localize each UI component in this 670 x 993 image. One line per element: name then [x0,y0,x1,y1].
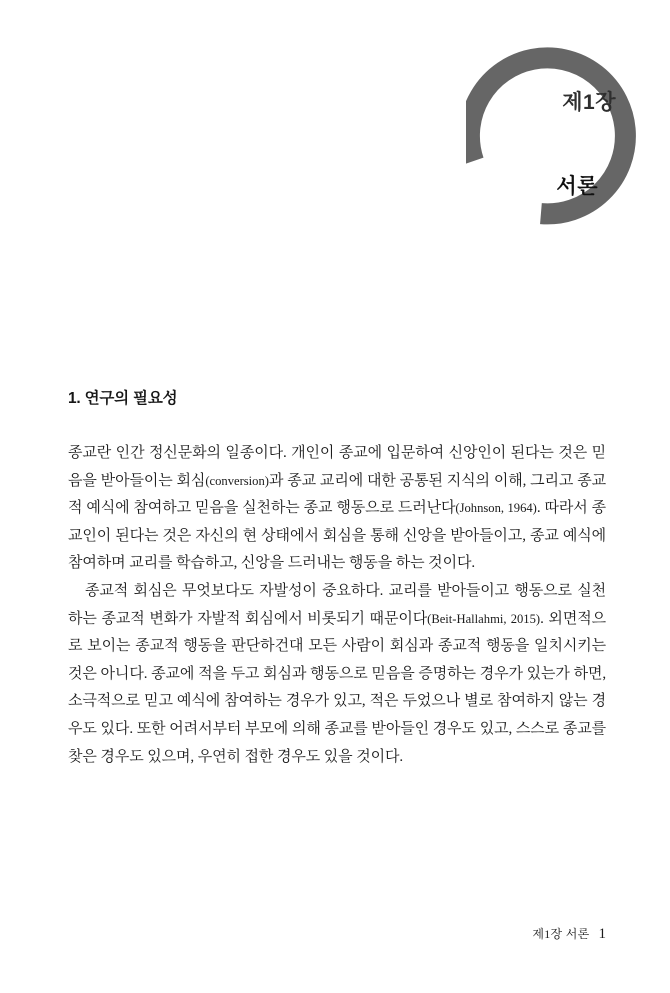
chapter-title: 서론 [556,175,598,198]
body-text-run: 과 종교 교리에 대한 공통된 지식의 이해, 그리고 종교적 예식에 참여하고 믿음을 실천하는 종교 행동으로 드러난다 [68,472,606,517]
body-text-run: 종교란 인간 정신문화의 일종이다. 개인이 종교에 입문하여 신앙인이 된다는 것은 믿음을 받아들이는 회심 [68,445,606,489]
page-footer [68,925,606,943]
section-heading: 1. 연구의 필요성 [68,390,178,407]
inline-citation: (Beit-Hallahmi, 2015) [427,611,541,626]
inline-citation: (conversion) [205,473,269,488]
body-paragraph [68,440,606,578]
paragraph-list [68,440,606,771]
page-content [68,386,606,771]
body-text-run: . 따라서 종교인이 된다는 것은 자신의 현 상태에서 회심을 통해 신앙을 받아들이고, 종교 예식에 참여하며 교리를 학습하고, 신앙을 드러내는 행동을 하는 것이다. [68,500,606,572]
inline-citation: (Johnson, 1964) [455,501,537,516]
chapter-mark [466,40,654,228]
body-paragraph [68,578,606,771]
body-text-run: 종교적 회심은 무엇보다도 자발성이 중요하다. 교리를 받아들이고 행동으로 실천하는 종교적 변화가 자발적 회심에서 비롯되기 때문이다 [68,582,606,627]
body-text-run: . 외면적으로 보이는 종교적 행동을 판단하건대 모든 사람이 회심과 종교적 행동을 일치시키는 것은 아니다. 종교에 적을 두고 회심과 행동으로 믿음을 증명하는 경우가 있는가 하면, 소극적으로 믿고 예식에 참여하는 경우가 있고, 적은 두었으나 별로 참여하지 않는 경우도 있다. 또한 어려서부터 부모에 의해 종교를 받아들인 경우도 있고, 스스로 종교를 찾은 경우도 있으며, 우연히 접한 경우도 있을 것이다. [68,610,606,765]
chapter-ring-icon [466,40,654,228]
chapter-number: 제1장 [562,91,616,114]
footer-page-number: 1 [598,926,606,942]
footer-chapter-label: 제1장 서론 [532,927,590,941]
